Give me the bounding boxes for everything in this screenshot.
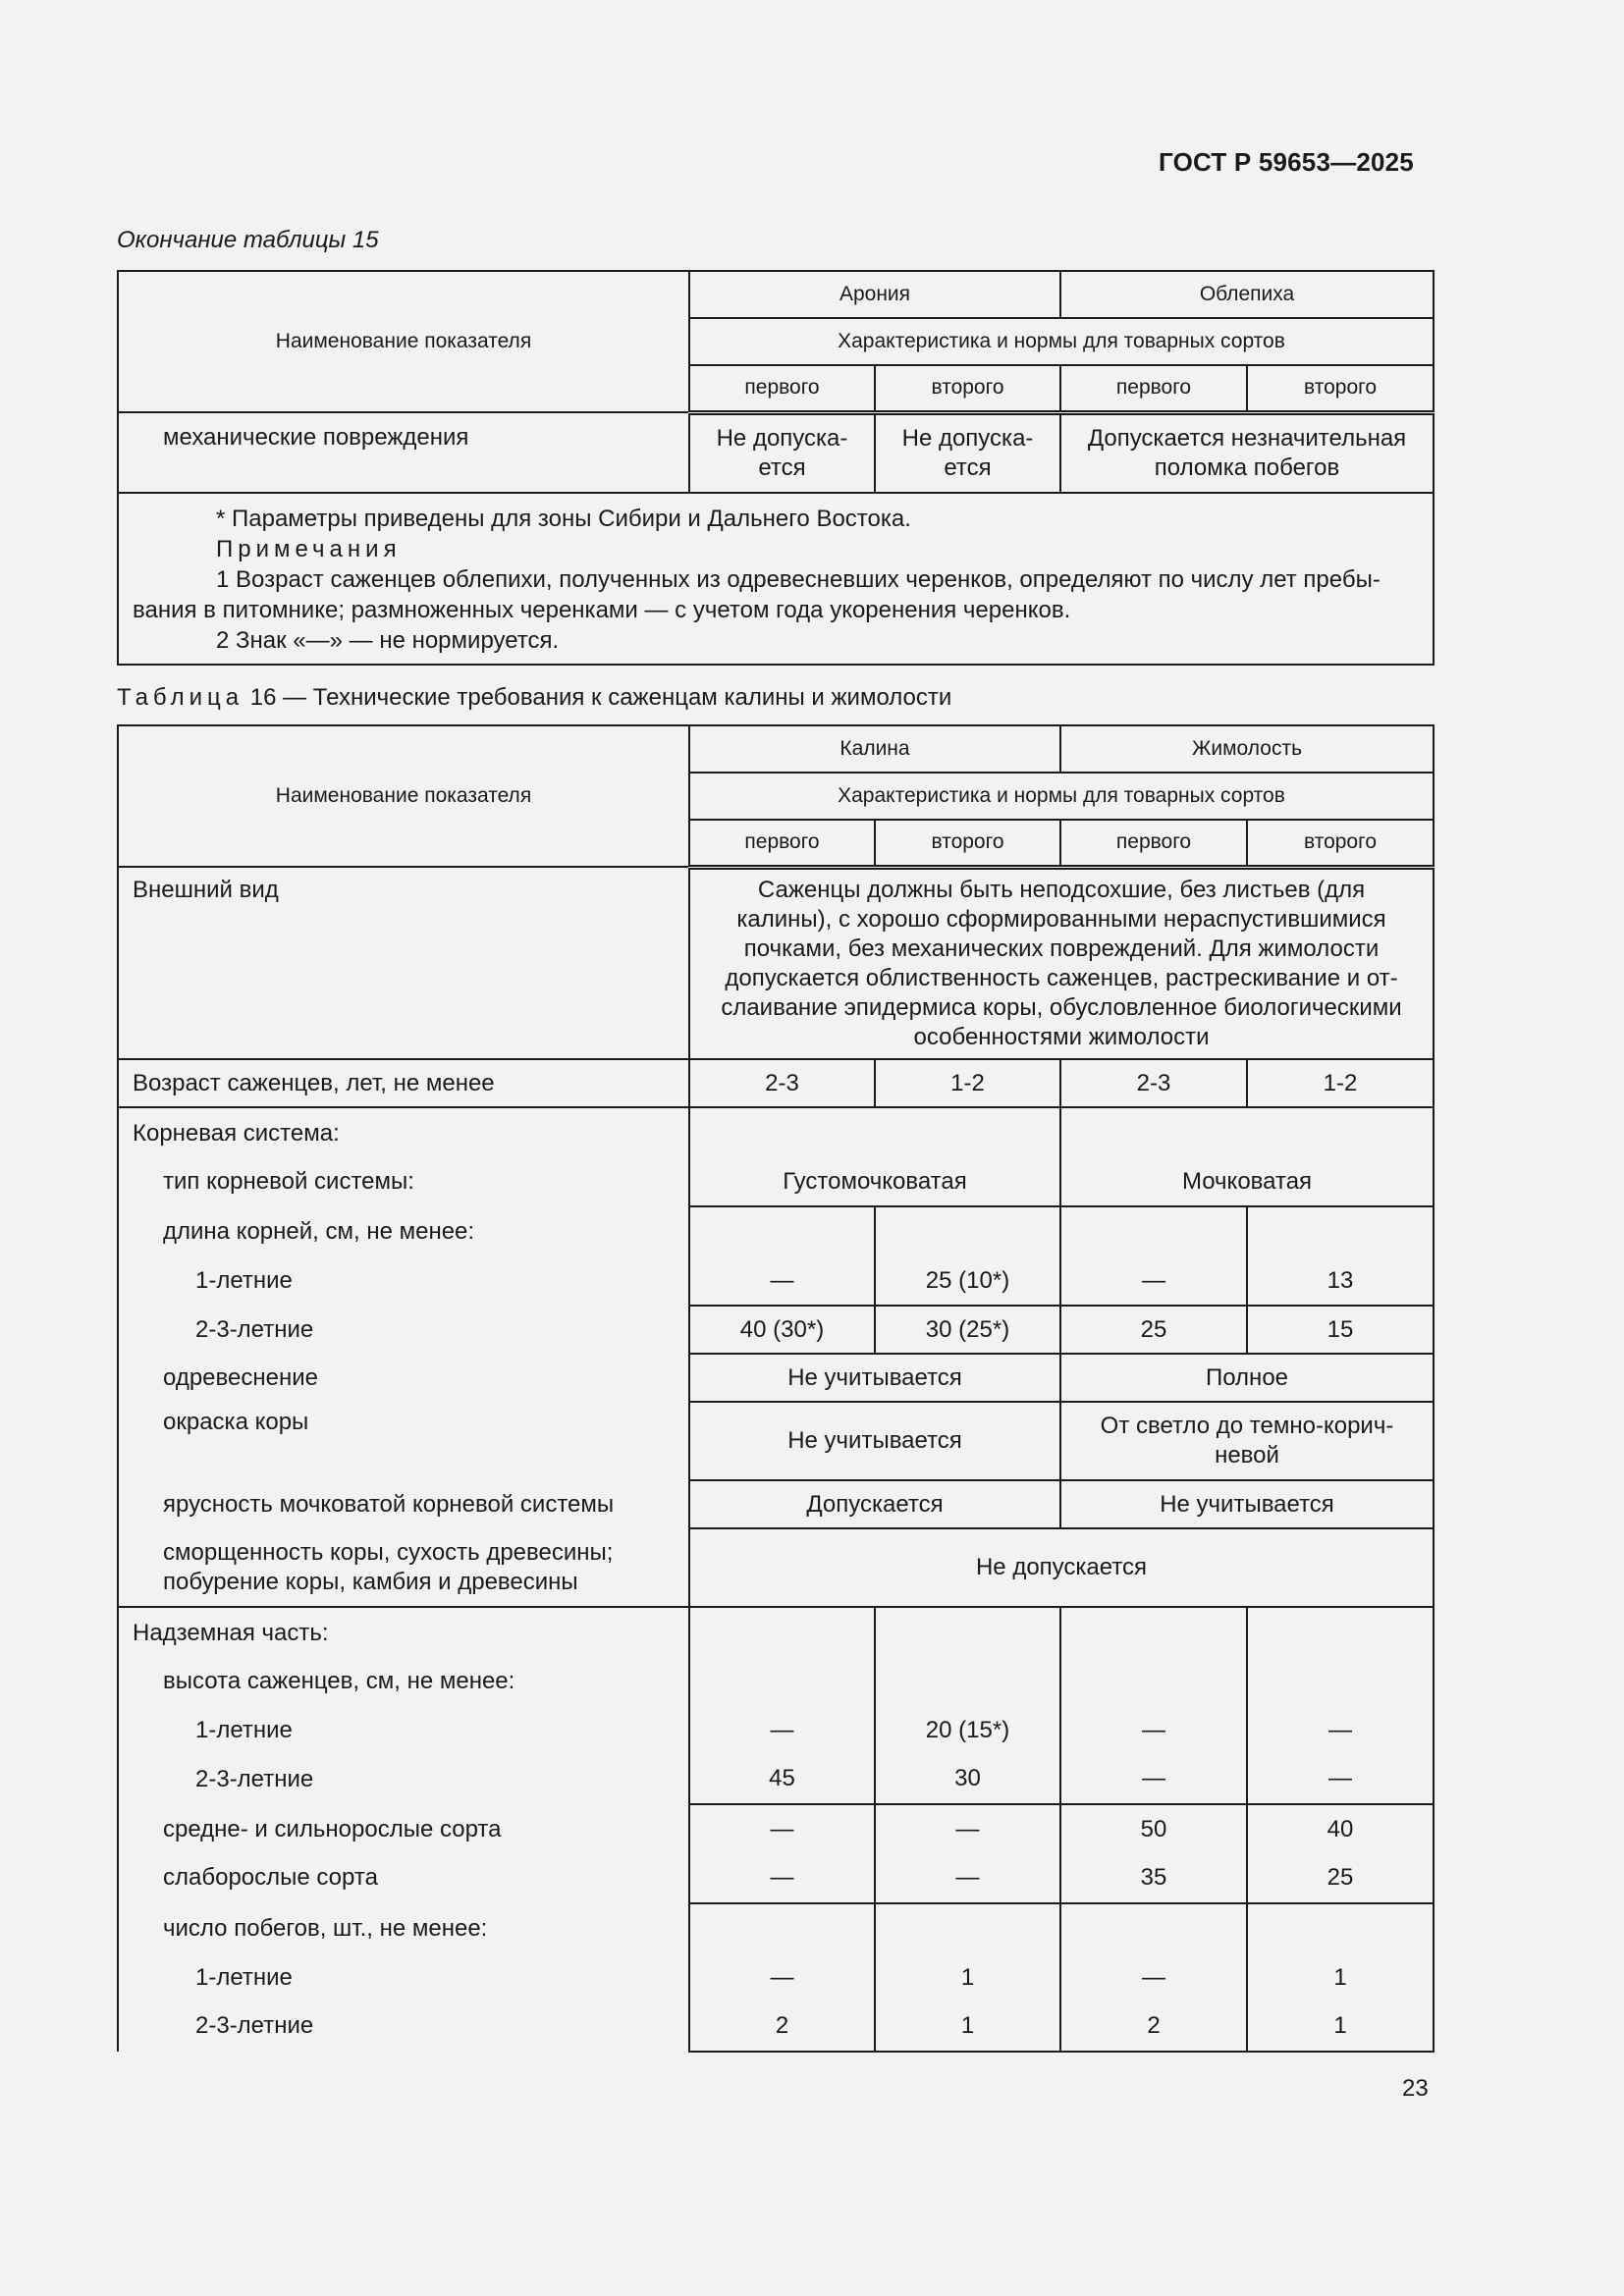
wrinkle-label (118, 1528, 689, 1607)
root-length-1-label: 1-летние (195, 1266, 293, 1294)
bark-color-label: окраска коры (118, 1402, 689, 1480)
appearance-line: слаивание эпидермиса коры, обусловленное биологическими (721, 993, 1402, 1021)
height-23-label: 2-3-летние (195, 1765, 314, 1792)
short-varieties-label: слаборослые сорта (163, 1864, 378, 1892)
height-1-label: 1-летние (195, 1717, 293, 1744)
page-number: 23 (1402, 2075, 1429, 2102)
age-value: 2-3 (689, 1059, 875, 1107)
column-group-kalina: Калина (689, 725, 1060, 773)
above-section-label: Надземная часть: (133, 1619, 329, 1646)
cell-text: 1 (1333, 2012, 1347, 2040)
cell-text: — (1328, 1765, 1352, 1792)
table15-caption: Окончание таблицы 15 (117, 227, 379, 253)
root-length-23-value: 30 (25*) (875, 1306, 1060, 1354)
root-length-1-value (1060, 1206, 1247, 1306)
appearance-line: калины), с хорошо сформированными нераспустившимися (736, 905, 1386, 933)
note-1: 1 Возраст саженцев облепихи, полученных из одревесневших черенков, определяют по числу лет пребы- (216, 566, 1380, 593)
root-length-1-value (875, 1206, 1060, 1306)
grade-first: первого (689, 365, 875, 412)
age-value: 1-2 (875, 1059, 1060, 1107)
cell-text: — (770, 1716, 794, 1743)
tall-varieties-label: средне- и сильнорослые сорта (163, 1815, 502, 1842)
root-length-23-value: 25 (1060, 1306, 1247, 1354)
variety-values (875, 1804, 1060, 1903)
label-line: сморщенность коры, сухость древесины; (163, 1538, 614, 1566)
grade-first: первого (1060, 365, 1247, 412)
wrinkle-value: Не допускается (689, 1528, 1434, 1607)
shoots-1-label: 1-летние (195, 1963, 293, 1991)
age-label: Возраст саженцев, лет, не менее (118, 1059, 689, 1107)
root-length-23-value: 15 (1247, 1306, 1434, 1354)
root-length-1-value (1247, 1206, 1434, 1306)
roots-labels (118, 1107, 689, 1206)
appearance-line: особенностями жимолости (913, 1023, 1210, 1050)
age-value: 1-2 (1247, 1059, 1434, 1107)
cell-text: — (1142, 1963, 1165, 1991)
row-label: механические повреждения (118, 412, 689, 493)
cell-text: 13 (1326, 1266, 1354, 1294)
cell-text: 2 (775, 2012, 789, 2040)
cell-value (1060, 412, 1434, 493)
shoots-values (689, 1903, 875, 2052)
lignification-kalina: Не учитывается (689, 1354, 1060, 1402)
table-notes (118, 493, 1434, 665)
footnote: * Параметры приведены для зоны Сибири и Дальнего Востока. (216, 506, 911, 532)
grade-first: первого (1060, 820, 1247, 867)
cell-text: — (1142, 1765, 1165, 1792)
label-line: побурение коры, камбия и древесины (163, 1568, 578, 1595)
root-type-kalina (689, 1107, 1060, 1206)
tier-kalina: Допускается (689, 1480, 1060, 1528)
note-1-cont: вания в питомнике; размноженных черенками — с учетом года укоренения черенков. (133, 597, 1071, 623)
cell-text: — (1142, 1716, 1165, 1743)
cell-text: 1 (960, 2012, 975, 2040)
shoots-labels (118, 1903, 689, 2052)
tier-label: ярусность мочковатой корневой системы (118, 1480, 689, 1528)
cell-text: — (955, 1815, 980, 1842)
cell-text: 1 (960, 1963, 975, 1991)
cell-text: 45 (769, 1765, 795, 1792)
cell-text: 50 (1140, 1815, 1167, 1842)
caption-text: 16 — Технические требования к саженцам калины и жимолости (244, 684, 952, 711)
roots-section-label: Корневая система: (133, 1119, 340, 1147)
grade-second: второго (1247, 820, 1434, 867)
shoots-values (1060, 1903, 1247, 2052)
grade-second: второго (875, 820, 1060, 867)
cell-line: От светло до темно-корич- (1100, 1413, 1394, 1440)
column-header-name: Наименование показателя (118, 725, 689, 867)
cell-value (875, 412, 1060, 493)
root-type-label: тип корневой системы: (163, 1168, 414, 1196)
variety-values (1247, 1804, 1434, 1903)
grade-first: первого (689, 820, 875, 867)
shoots-values (875, 1903, 1060, 2052)
variety-values (689, 1804, 875, 1903)
cell-text: Густомочковатая (783, 1167, 967, 1195)
cell-value (689, 412, 875, 493)
lignification-zhimolost: Полное (1060, 1354, 1434, 1402)
cell-text: 20 (15*) (925, 1716, 1010, 1743)
bark-color-zhimolost (1060, 1402, 1434, 1480)
root-length-labels (118, 1206, 689, 1306)
cell-text: — (955, 1864, 980, 1892)
variety-values (1060, 1804, 1247, 1903)
caption-word: Таблица (117, 684, 244, 711)
appearance-value (689, 867, 1434, 1059)
cell-text: 40 (1326, 1815, 1354, 1842)
height-values (1247, 1607, 1434, 1803)
column-group-aronia: Арония (689, 271, 1060, 318)
tier-zhimolost: Не учитывается (1060, 1480, 1434, 1528)
appearance-line: почками, без механических повреждений. Для жимолости (743, 934, 1380, 962)
shoots-23-label: 2-3-летние (195, 2012, 314, 2040)
cell-line: невой (1215, 1442, 1279, 1469)
table16-caption (117, 684, 951, 712)
root-type-zhimolost (1060, 1107, 1434, 1206)
cell-text: Мочковатая (1181, 1167, 1313, 1195)
cell-text: 25 (1326, 1864, 1354, 1892)
cell-line: Не допуска- (716, 424, 848, 452)
cell-line: поломка побегов (1154, 454, 1340, 481)
root-length-23-value: 40 (30*) (689, 1306, 875, 1354)
appearance-label: Внешний вид (118, 867, 689, 1059)
cell-text: 2 (1147, 2012, 1161, 2040)
cell-text: — (770, 1815, 794, 1842)
lignification-label: одревеснение (118, 1354, 689, 1402)
cell-text: 30 (954, 1765, 981, 1792)
column-subheader: Характеристика и нормы для товарных сортов (689, 318, 1434, 365)
root-length-label: длина корней, см, не менее: (163, 1218, 475, 1246)
cell-line: Не допуска- (901, 424, 1034, 452)
height-values (1060, 1607, 1247, 1803)
appearance-line: Саженцы должны быть неподсохшие, без листьев (для (757, 876, 1366, 903)
root-length-23-label: 2-3-летние (118, 1306, 689, 1354)
cell-text: — (770, 1963, 794, 1991)
note-2: 2 Знак «—» — не нормируется. (216, 627, 560, 654)
cell-text: — (1142, 1266, 1165, 1294)
document-code: ГОСТ Р 59653—2025 (1159, 147, 1414, 177)
height-values (875, 1607, 1060, 1803)
shoots-values (1247, 1903, 1434, 2052)
appearance-line: допускается облиственность саженцев, растрескивание и от- (725, 964, 1398, 991)
table-15 (117, 270, 1435, 666)
variety-labels (118, 1804, 689, 1903)
age-value: 2-3 (1060, 1059, 1247, 1107)
root-length-1-value (689, 1206, 875, 1306)
cell-line: Допускается незначительная (1087, 424, 1407, 452)
column-group-zhimolost: Жимолость (1060, 725, 1434, 773)
cell-text: 1 (1333, 1963, 1347, 1991)
column-group-oblepikha: Облепиха (1060, 271, 1434, 318)
column-subheader: Характеристика и нормы для товарных сортов (689, 773, 1434, 820)
cell-text: — (1328, 1716, 1352, 1743)
grade-second: второго (875, 365, 1060, 412)
cell-line: ется (944, 454, 992, 481)
grade-second: второго (1247, 365, 1434, 412)
cell-text: — (770, 1864, 794, 1892)
height-label: высота саженцев, см, не менее: (163, 1668, 515, 1695)
shoots-label: число побегов, шт., не менее: (163, 1914, 488, 1942)
table-16 (117, 724, 1435, 2053)
above-labels (118, 1607, 689, 1803)
cell-text: 35 (1140, 1864, 1167, 1892)
column-header-name: Наименование показателя (118, 271, 689, 412)
height-values (689, 1607, 875, 1803)
cell-text: — (770, 1266, 794, 1294)
cell-text: 25 (10*) (925, 1266, 1010, 1294)
cell-line: ется (758, 454, 806, 481)
notes-title: Примечания (216, 536, 402, 562)
bark-color-kalina: Не учитывается (689, 1402, 1060, 1480)
